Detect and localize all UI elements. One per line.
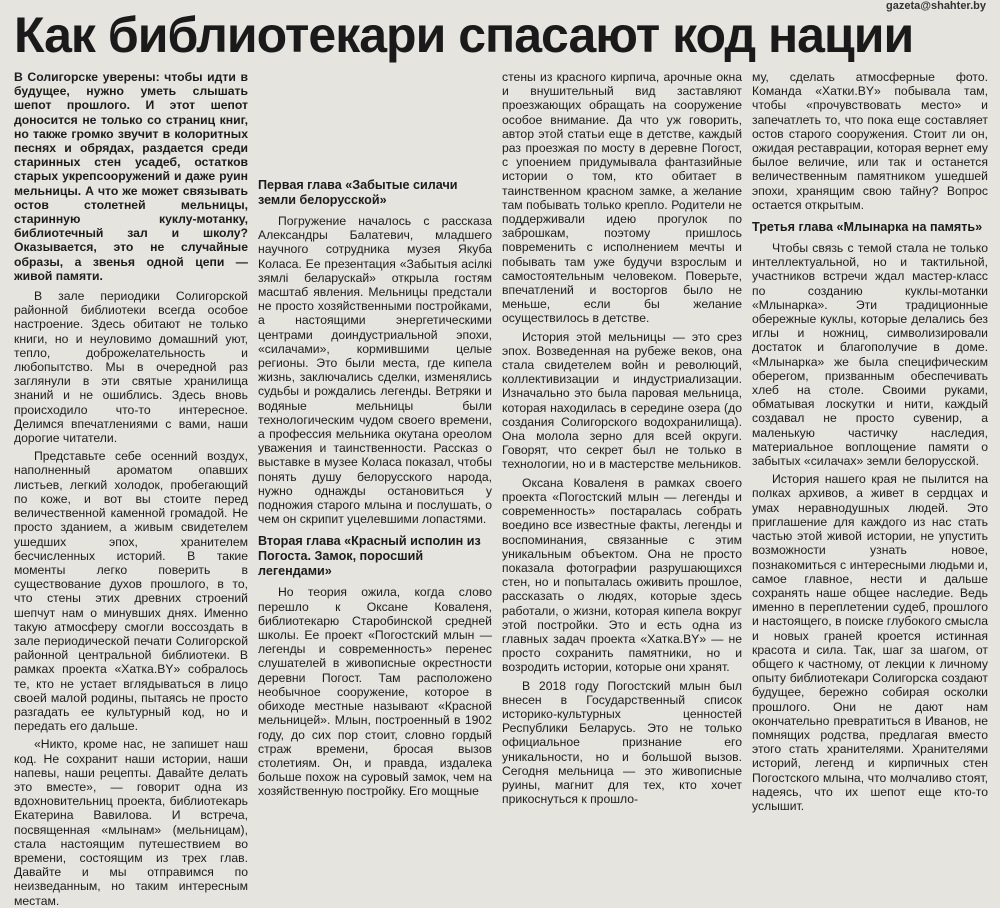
article-lead: В Солигорске уверены: чтобы идти в будущее, нужно уметь слышать шепот прошлого. И этот шепот доносится не только со страниц книг, но также громко звучит в колоритных песнях и обрядах, раздается среди старинных стен усадеб, остатков старых укрепсооружений и даже руин мельницы. А что же может связывать остов столетней мельницы, старинную куклу-мотанку, библиотечный зал и школу? Оказывается, это не случайные образы, а звенья одной цепи — живой памяти.	[14, 70, 248, 283]
paragraph: Чтобы связь с темой стала не только интеллектуальной, но и тактильной, участников встречи ждал мастер-класс по созданию куклы-мотанки «Млынарка». Эти традиционные обережные куклы, которые делались без иглы и ножниц, символизировали достаток и благополучие в доме. «Млынарка» же была специфическим оберегом, призванным обеспечивать хлеб на столе. Своими руками, обматывая лоскутки и нити, каждый создавал не просто сувенир, а маленькую частичку наследия, материальное воплощение памяти о забытых «силачах» земли белорусской.	[752, 241, 988, 469]
paragraph: Представьте себе осенний воздух, наполненный ароматом опавших листьев, легкий холодок, пробегающий по коже, и вот вы стоите перед величественной каменной громадой. Не просто зданием, а живым свидетелем ушедших эпох, хранителем бесчисленных историй. В такие моменты легко поверить в существование духов прошлого, в то, что стены этих древних строений шепчут нам о минувших днях. Именно такую атмосферу смогли воссоздать в зале периодической печати Солигорской районной центральной библиотеки. В рамках проекта «Хатка.BY» собралось те, кто не устает вглядываться в лицо своей малой родины, пытаясь не просто разгадать ее культурный код, но и передать его дальше.	[14, 449, 248, 734]
column-3	[502, 70, 742, 807]
column-2	[258, 70, 492, 799]
chapter-heading-2: Вторая глава «Красный исполин из Погоста. Замок, поросший легендами»	[258, 534, 481, 579]
article-headline: Как библиотекари спасают код нации	[14, 7, 914, 63]
paragraph: му, сделать атмосферные фото. Команда «Хатки.BY» побывала там, чтобы «прочувствовать место» и запечатлеть то, что пока еще составляет остов старого сооружения. Стоит ли он, ожидая реставрации, которая вернет ему былое величие, или так и останется величественным памятником ушедшей эпохи, хранящим свою тайну? Вопрос остается открытым.	[752, 70, 988, 212]
column-1	[14, 70, 248, 908]
paragraph: История нашего края не пылится на полках архивов, а живет в сердцах и умах неравнодушных людей. Это приглашение для каждого из нас стать частью этой живой истории, не упустить возможности узнать новое, познакомиться с интересными людьми и, самое главное, нести и дальше сохранять наше общее наследие. Ведь именно в переплетении судеб, прошлого и настоящего, в поиске глубокого смысла и новых граней кроется истинная красота и сила. Так, шаг за шагом, от общего к частному, от лекции к личному опыту библиотекари Солигорска создают будущее, бережно собирая осколки прошлого. Они не дают нам окончательно превратиться в Иванов, не помнящих родства, предлагая вместо этого стать хранителями. Хранителями историй, легенд и кирпичных стен Погостского млына, что молчаливо стоят, надеясь, что их шепот еще кто-то услышит.	[752, 472, 988, 813]
paragraph: стены из красного кирпича, арочные окна и внушительный вид заставляют проезжающих обращать на сооружение особое внимание. Да что уж говорить, автор этой статьи еще в детстве, каждый раз проезжая по мосту в деревне Погост, с упоением придумывала фантазийные истории о том, кто обитает в таинственном красном замке, а желание там побывать только крепло. Родители не поддерживали идею прогулок по заброшкам, поэтому пришлось повременить с исполнением мечты и побывать там уже будучи взрослым и самостоятельным человеком. Поверьте, впечатлений и восторгов было не меньше, если бы желание осуществилось в детстве.	[502, 70, 742, 326]
paragraph: Погружение началось с рассказа Александры Балатевич, младшего научного сотрудника музея Якуба Коласа. Ее презентация «Забытыя асілкі зямлі беларускай» открыла гостям масштаб явления. Мельницы предстали не просто хозяйственными постройками, а настоящими энергетическими центрами доиндустриальной эпохи, «силачами», кормившими целые регионы. Это были места, где кипела жизнь, заключались сделки, изменялись судьбы и рождались легенды. Ветряки и водяные мельницы были технологическим чудом своего времени, а профессия мельника окутана ореолом уважения и таинственности. Рассказ о выставке в музее Коласа показал, чтобы понять душу белорусского народа, нужно однажды остановиться у подножия старого млына и послушать, о чем он скрипит уцелевшими лопастями.	[258, 214, 492, 527]
contact-email: gazeta@shahter.by	[886, 0, 986, 12]
column-4	[752, 70, 988, 813]
chapter-heading-3: Третья глава «Млынарка на память»	[752, 220, 983, 235]
paragraph: «Никто, кроме нас, не запишет наш код. Не сохранит наши истории, наши напевы, наши рецепты. Давайте делать это вместе», — говорит одна из вдохновительниц проекта, библиотекарь Екатерина Вавилова. И встреча, посвященная «млынам» (мельницам), стала настоящим путешествием во времени, состоящим из трех глав. Давайте и мы отправимся по неизведанным, но таким интересным местам.	[14, 737, 248, 908]
paragraph: В 2018 году Погостский млын был внесен в Государственный список историко-культурных ценностей Республики Беларусь. Это не только официальное признание его уникальности, но и большой вызов. Сегодня мельница — это живописные руины, магнит для тех, кто хочет прикоснуться к прошло-	[502, 678, 742, 807]
paragraph: История этой мельницы — это срез эпох. Возведенная на рубеже веков, она стала свидетелем войн и революций, коллективизации и индустриализации. Изначально это была паровая мельница, которая находилась в середине озера (до создания Солигорского водохранилища). Она молола зерно для всей округи. Говорят, что секрет был не только в технологии, но и в мастерстве мельников.	[502, 329, 742, 472]
paragraph: Оксана Коваленя в рамках своего проекта «Погостский млын — легенды и современность» постаралась собрать воедино все известные факты, легенды и воспоминания, связанные с этим уникальным объектом. Она не просто показала фотографии разрушающихся стен, но и попыталась оживить прошлое, рассказать о людях, которые здесь работали, о жизни, которая кипела вокруг этой постройки. Это и есть одна из главных задач проекта «Хатка.BY» — не просто сохранить памятники, но и возродить истории, которые они хранят.	[502, 475, 742, 675]
paragraph: В зале периодики Солигорской районной библиотеки всегда особое настроение. Здесь обитают не только книги, но и неуловимо домашний уют, тепло, доброжелательность и любопытство. Мы в очередной раз заглянули в эти святые хранилища знаний и не ошиблись. Здесь вновь происходило что-то интересное. Делимся впечатлениями с вами, наши дорогие читатели.	[14, 289, 248, 446]
chapter-heading-1: Первая глава «Забытые силачи земли белорусской»	[258, 178, 458, 207]
paragraph: Но теория ожила, когда слово перешло к Оксане Коваленя, библиотекарю Старобинской средней школы. Ее проект «Погостский млын — легенды и современность» перенес слушателей в живописные окрестности деревни Погост. Там расположено необычное сооружение, которое в обиходе местные называют «Красной мельницей». Млын, построенный в 1902 году, до сих пор стоит, словно гордый страж времени, бросая вызов столетиям. Он, и правда, издалека больше похож на суровый замок, чем на хозяйственную постройку. Его мощные	[258, 585, 492, 799]
